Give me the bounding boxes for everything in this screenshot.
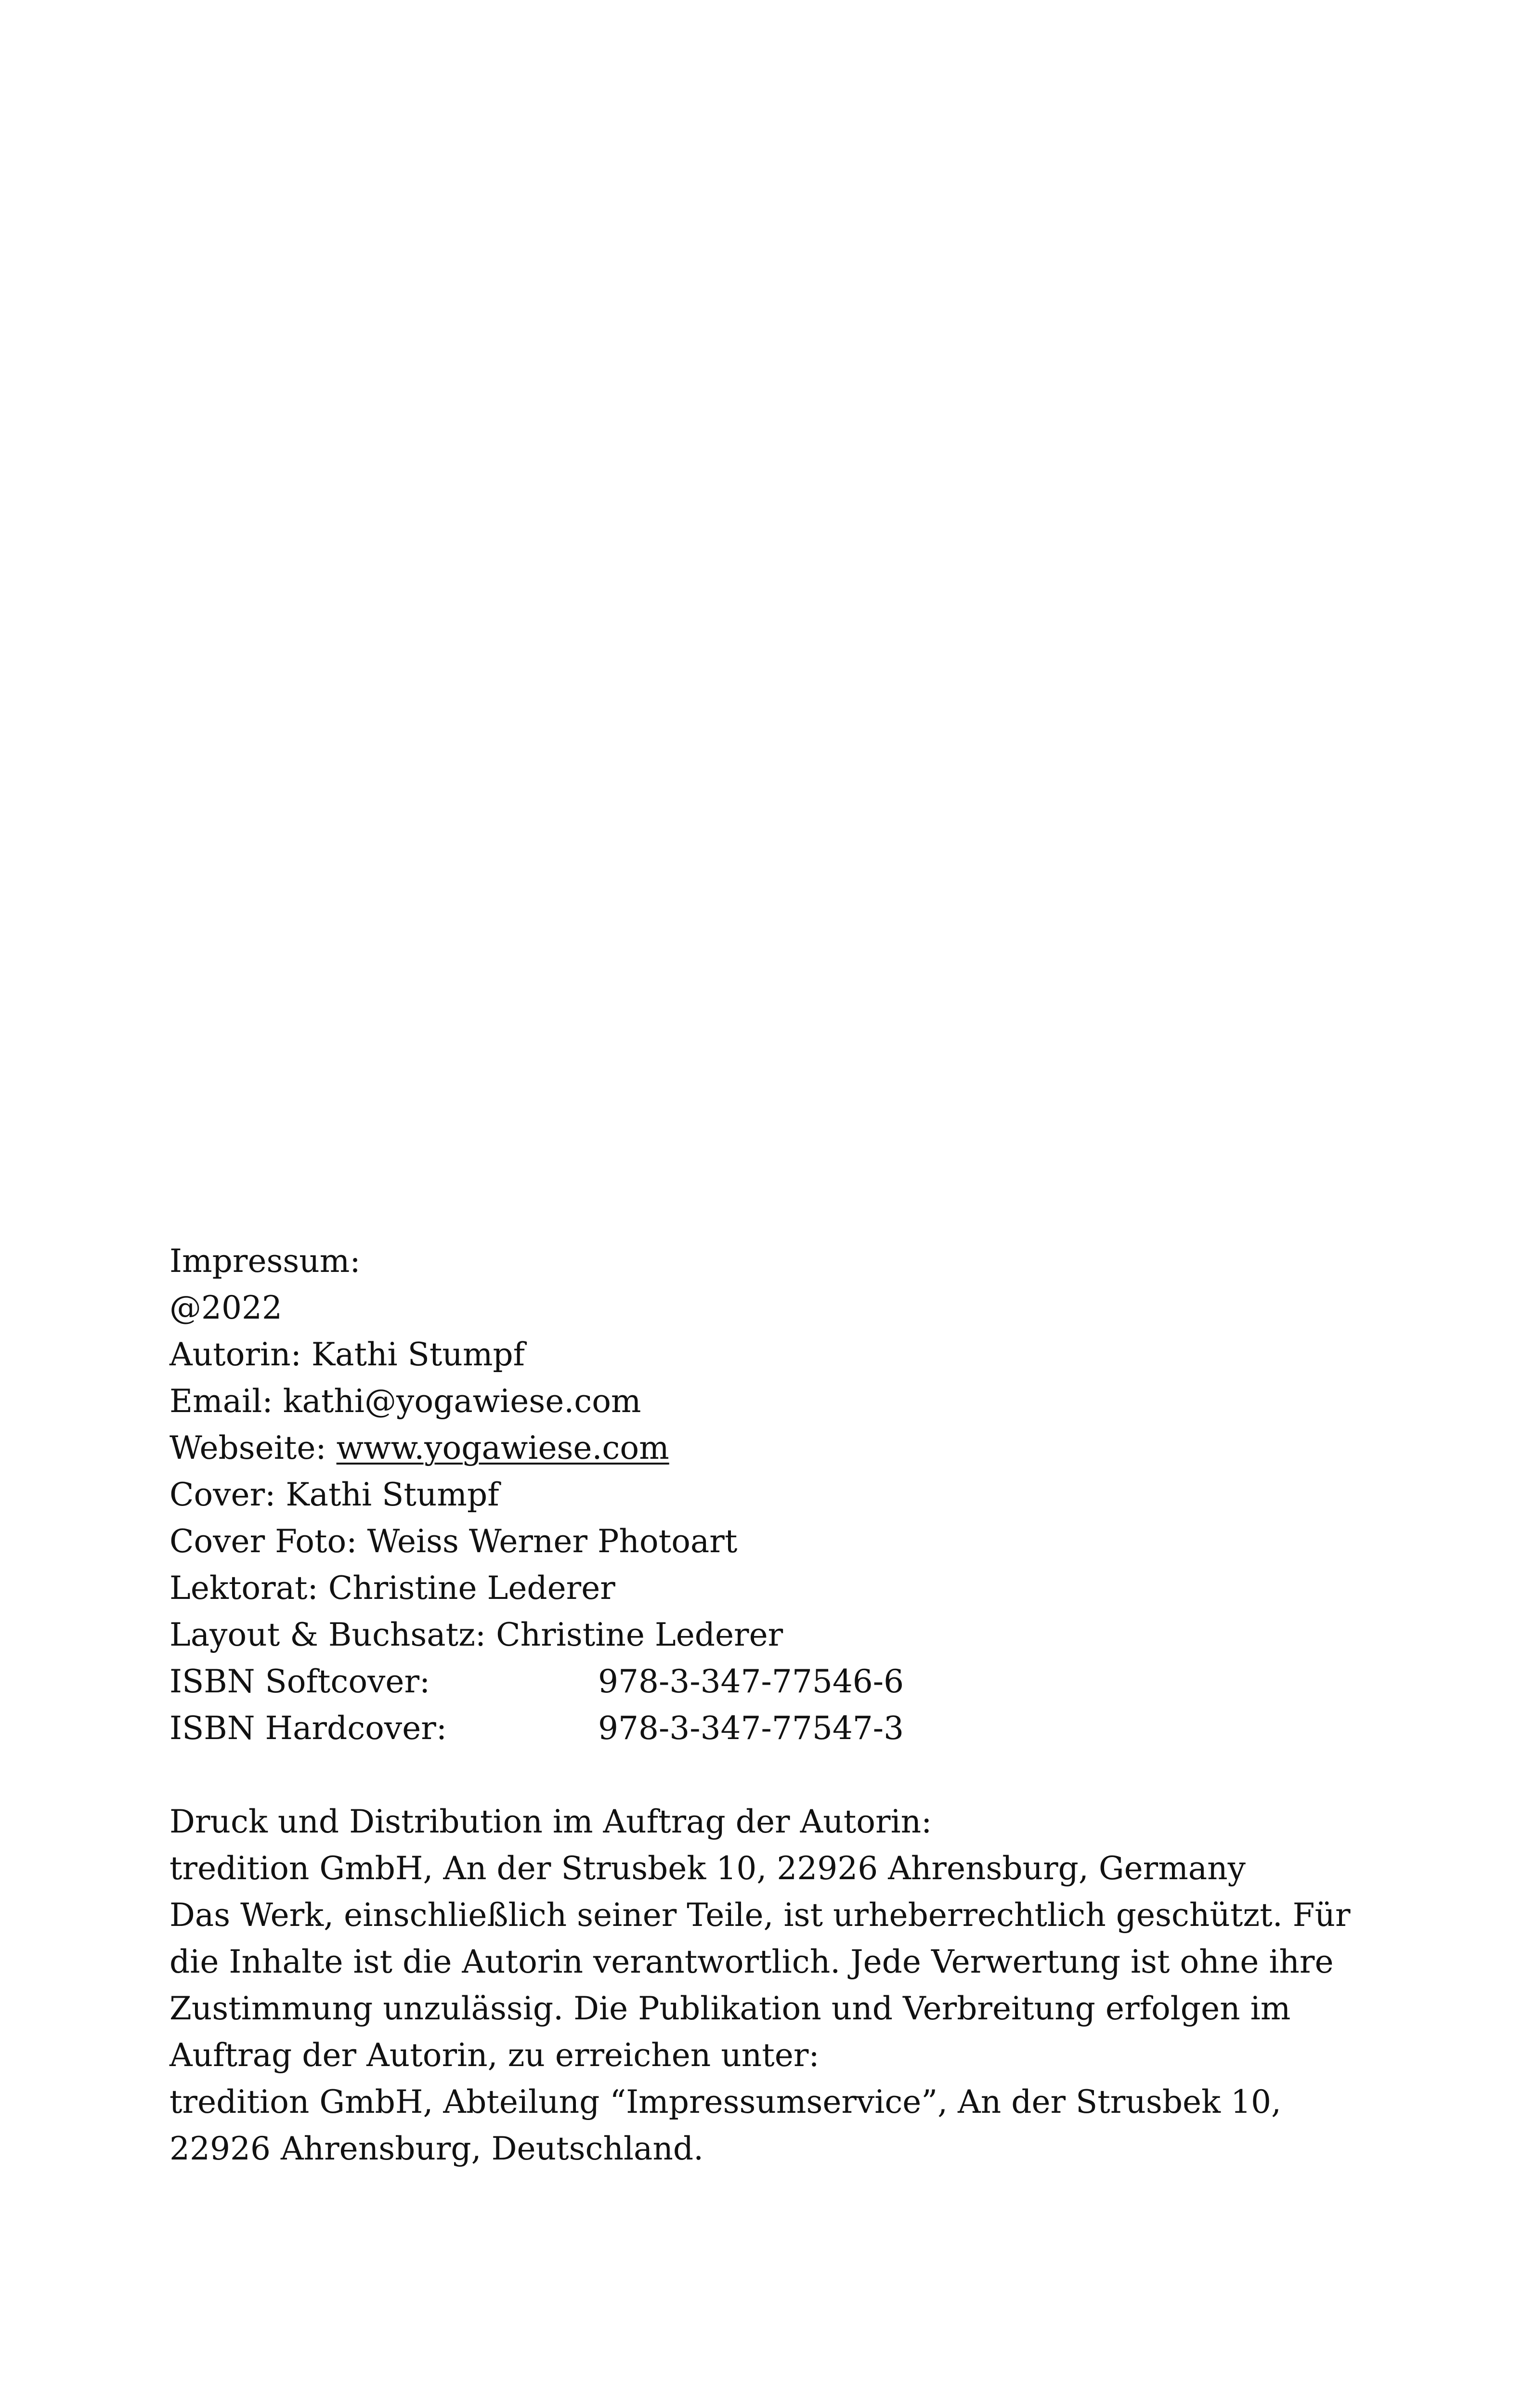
author-line <box>169 1331 1383 1378</box>
cover-label: Cover: <box>169 1476 276 1513</box>
isbn-hardcover-row <box>169 1705 1383 1752</box>
layout-label: Layout & Buchsatz: <box>169 1616 486 1653</box>
cover-photo-value: Weiss Werner Photoart <box>367 1523 738 1560</box>
distribution-line-2: tredition GmbH, An der Strusbek 10, 22926 Ahrensburg, Germany <box>169 1850 1246 1887</box>
isbn-softcover-row <box>169 1658 1383 1705</box>
imprint-block <box>169 1238 1383 2172</box>
layout-line <box>169 1611 1383 1658</box>
author-label: Autorin: <box>169 1336 301 1373</box>
imprint-heading: Impressum: <box>169 1243 361 1280</box>
editing-label: Lektorat: <box>169 1570 318 1607</box>
isbn-softcover-label: ISBN Softcover: <box>169 1663 430 1700</box>
author-value: Kathi Stumpf <box>311 1336 525 1373</box>
section-spacer <box>169 1752 1383 1798</box>
website-line <box>169 1425 1383 1471</box>
website-link[interactable]: www.yogawiese.com <box>336 1429 669 1466</box>
email-line <box>169 1378 1383 1425</box>
cover-line <box>169 1471 1383 1518</box>
cover-photo-label: Cover Foto: <box>169 1523 357 1560</box>
distribution-line-4: die Inhalte ist die Autorin verantwortlich. Jede Verwertung ist ohne ihre <box>169 1943 1334 1980</box>
distribution-line-7: tredition GmbH, Abteilung “Impressumservice”, An der Strusbek 10, <box>169 2083 1281 2120</box>
layout-value: Christine Lederer <box>496 1616 783 1653</box>
isbn-hardcover-value: 978-3-347-77547-3 <box>598 1710 904 1747</box>
isbn-softcover-value: 978-3-347-77546-6 <box>598 1663 904 1700</box>
distribution-line-3: Das Werk, einschließlich seiner Teile, ist urheberrechtlich geschützt. Für <box>169 1897 1351 1934</box>
editing-value: Christine Lederer <box>328 1570 615 1607</box>
cover-photo-line <box>169 1518 1383 1565</box>
website-label: Webseite: <box>169 1429 326 1466</box>
distribution-line-8: 22926 Ahrensburg, Deutschland. <box>169 2130 704 2167</box>
isbn-hardcover-label: ISBN Hardcover: <box>169 1710 447 1747</box>
email-label: Email: <box>169 1383 273 1420</box>
editing-line <box>169 1565 1383 1611</box>
cover-value: Kathi Stumpf <box>286 1476 499 1513</box>
distribution-line-5: Zustimmung unzulässig. Die Publikation und Verbreitung erfolgen im <box>169 1990 1291 2027</box>
distribution-line-6: Auftrag der Autorin, zu erreichen unter: <box>169 2037 820 2074</box>
email-value: kathi@yogawiese.com <box>283 1383 641 1420</box>
copyright-year: @2022 <box>169 1289 282 1326</box>
distribution-line-1: Druck und Distribution im Auftrag der Autorin: <box>169 1803 932 1840</box>
